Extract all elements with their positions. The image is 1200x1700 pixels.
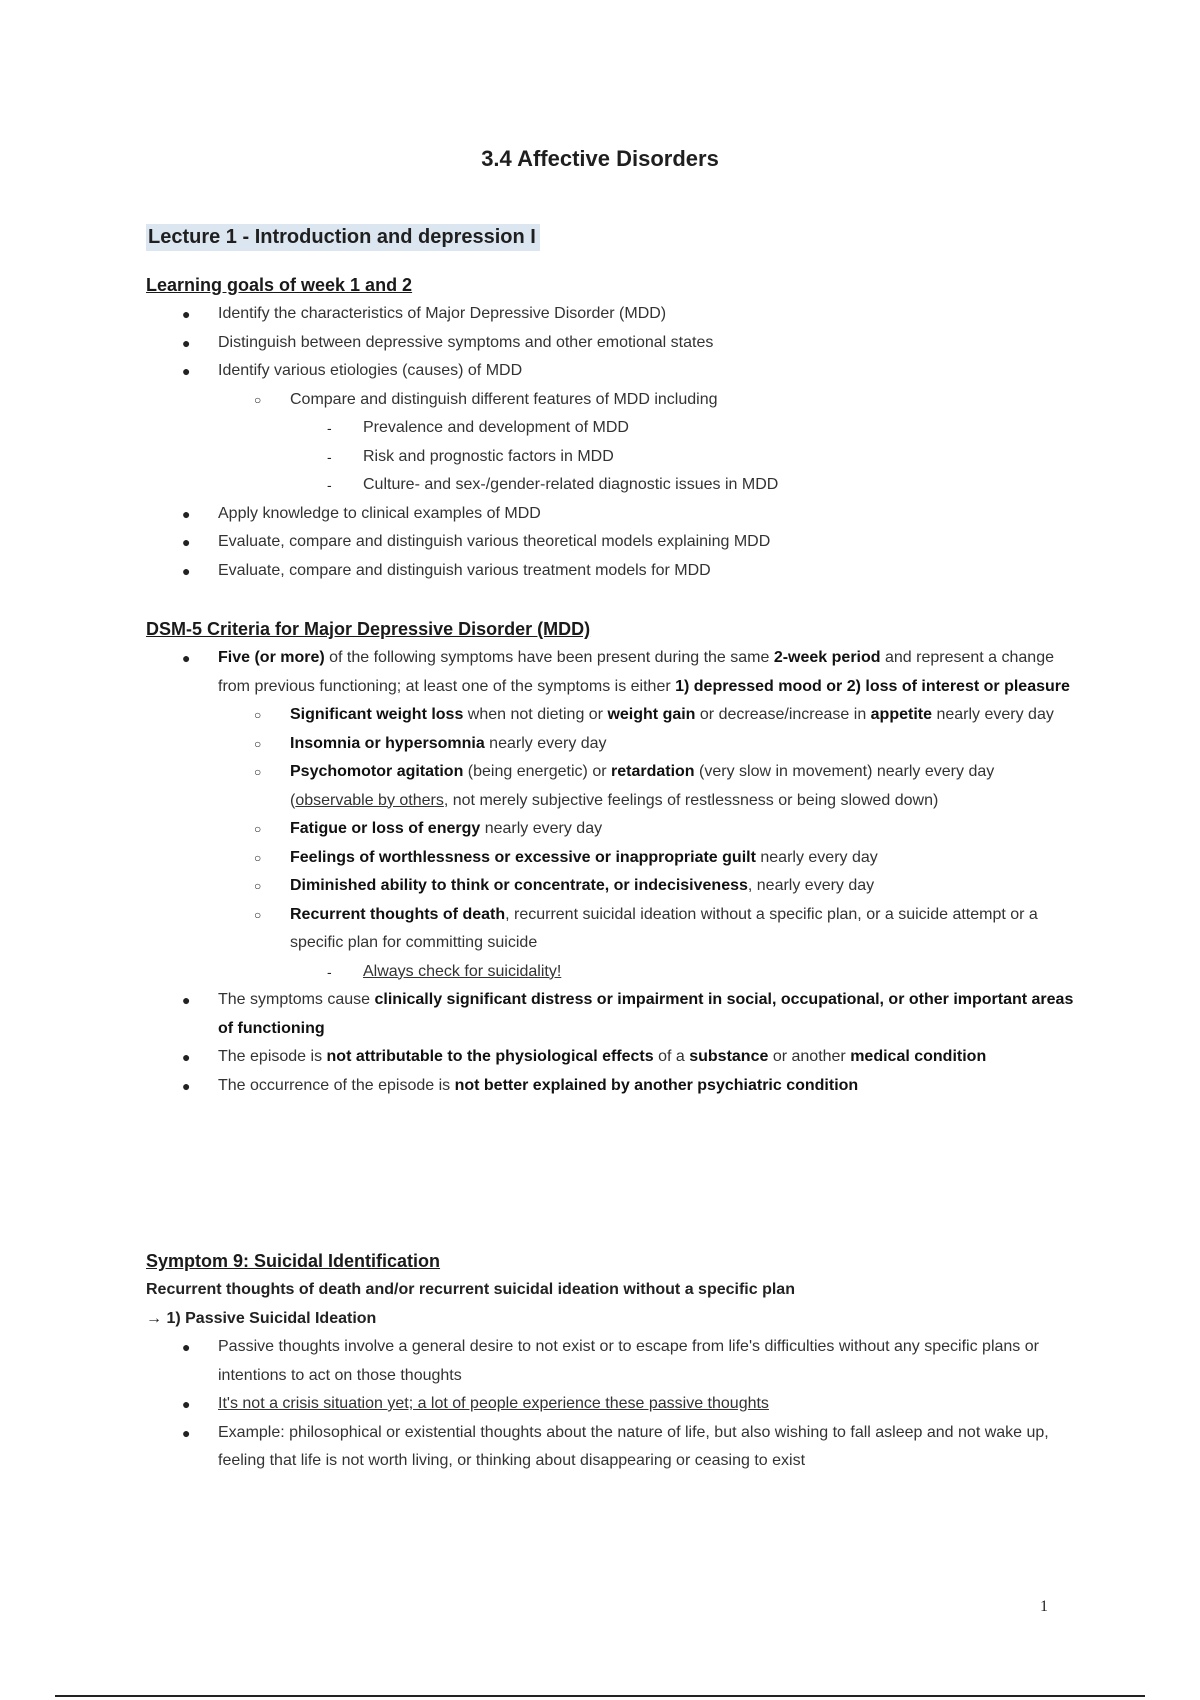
page-bottom-divider bbox=[55, 1695, 1145, 1697]
circle-bullet-icon: ○ bbox=[254, 765, 262, 779]
list-item: ● It's not a crisis situation yet; a lot of people experience these passive thoughts bbox=[146, 1390, 1076, 1419]
dash-bullet-icon: - bbox=[327, 963, 332, 980]
list-item: ○ Significant weight loss when not dieting or weight gain or decrease/increase in appetite nearly every day bbox=[146, 701, 1076, 730]
dash-bullet-icon: - bbox=[327, 477, 332, 493]
circle-bullet-icon: ○ bbox=[254, 879, 262, 893]
bullet-icon: ● bbox=[182, 1049, 191, 1065]
circle-bullet-icon: ○ bbox=[254, 708, 262, 722]
list-item: ○ Insomnia or hypersomnia nearly every day bbox=[146, 730, 1076, 759]
list-item: ● The episode is not attributable to the physiological effects of a substance or another medical condition bbox=[146, 1043, 1076, 1072]
learning-goals-section bbox=[146, 270, 1076, 585]
bullet-icon: ● bbox=[182, 1396, 191, 1412]
list-item: ● Distinguish between depressive symptoms and other emotional states bbox=[146, 329, 1076, 358]
list-item: ● Evaluate, compare and distinguish various theoretical models explaining MDD bbox=[146, 528, 1076, 557]
passive-ideation-list bbox=[146, 1333, 1076, 1476]
dsm5-heading: DSM-5 Criteria for Major Depressive Disorder (MDD) bbox=[146, 619, 591, 639]
bullet-icon: ● bbox=[182, 1339, 191, 1355]
list-item: ● Example: philosophical or existential thoughts about the nature of life, but also wishing to fall asleep and not wake up, feeling that life is not worth living, or thinking about disappearing or ceasing to exist bbox=[146, 1419, 1076, 1476]
bullet-icon: ● bbox=[182, 334, 191, 351]
bullet-icon: ● bbox=[182, 650, 191, 666]
symptom9-subheading: Recurrent thoughts of death and/or recurrent suicidal ideation without a specific plan bbox=[146, 1281, 795, 1298]
bullet-icon: ● bbox=[182, 534, 191, 550]
dash-bullet-icon: - bbox=[327, 448, 332, 465]
list-item: ● The symptoms cause clinically significant distress or impairment in social, occupational, or other important areas of functioning bbox=[146, 986, 1076, 1043]
bullet-icon: ● bbox=[182, 1077, 191, 1094]
list-item: - Risk and prognostic factors in MDD bbox=[146, 443, 1076, 472]
lecture-heading: Lecture 1 - Introduction and depression I bbox=[146, 224, 540, 251]
symptom9-section bbox=[146, 1246, 1076, 1476]
list-item: ● Apply knowledge to clinical examples of MDD bbox=[146, 500, 1076, 529]
bullet-icon: ● bbox=[182, 363, 191, 379]
dsm5-section bbox=[146, 614, 1076, 1100]
circle-bullet-icon: ○ bbox=[254, 736, 262, 751]
circle-bullet-icon: ○ bbox=[254, 850, 262, 865]
list-item: ○ Feelings of worthlessness or excessive or inappropriate guilt nearly every day bbox=[146, 844, 1076, 873]
symptom9-heading: Symptom 9: Suicidal Identification bbox=[146, 1251, 441, 1271]
bullet-icon: ● bbox=[182, 562, 191, 579]
list-item: ● Five (or more) of the following symptoms have been present during the same 2-week period and represent a change from previous functioning; at least one of the symptoms is either 1) depressed mood or 2) loss of interest or pleasure bbox=[146, 644, 1076, 701]
bullet-icon: ● bbox=[182, 992, 191, 1008]
learning-goals-list bbox=[146, 300, 1076, 585]
page-number: 1 bbox=[1040, 1598, 1048, 1615]
bullet-icon: ● bbox=[182, 1424, 191, 1441]
list-item: ● Evaluate, compare and distinguish various treatment models for MDD bbox=[146, 557, 1076, 586]
list-item: ○ Fatigue or loss of energy nearly every day bbox=[146, 815, 1076, 844]
dash-bullet-icon: - bbox=[327, 420, 332, 436]
learning-goals-heading: Learning goals of week 1 and 2 bbox=[146, 275, 413, 295]
list-item: ● Passive thoughts involve a general desire to not exist or to escape from life's difficulties without any specific plans or intentions to act on those thoughts bbox=[146, 1333, 1076, 1390]
list-item: ○ Diminished ability to think or concentrate, or indecisiveness, nearly every day bbox=[146, 872, 1076, 901]
passive-ideation-heading: → 1) Passive Suicidal Ideation bbox=[146, 1309, 377, 1327]
list-item: ● Identify the characteristics of Major Depressive Disorder (MDD) bbox=[146, 300, 1076, 329]
circle-bullet-icon: ○ bbox=[254, 392, 262, 407]
list-item: ● The occurrence of the episode is not better explained by another psychiatric condition bbox=[146, 1072, 1076, 1101]
document-title: 3.4 Affective Disorders bbox=[481, 146, 719, 171]
list-item: ○ Psychomotor agitation (being energetic) or retardation (very slow in movement) nearly every day (observable by others, not merely subjective feelings of restlessness or being slowed down) bbox=[146, 758, 1076, 815]
bullet-icon: ● bbox=[182, 306, 191, 322]
bullet-icon: ● bbox=[182, 505, 191, 522]
list-item: ○ Compare and distinguish different features of MDD including bbox=[146, 386, 1076, 415]
list-item: - Prevalence and development of MDD bbox=[146, 414, 1076, 443]
circle-bullet-icon: ○ bbox=[254, 907, 262, 922]
dsm5-criteria-list bbox=[146, 644, 1076, 1100]
list-item: ● Identify various etiologies (causes) of MDD bbox=[146, 357, 1076, 386]
list-item: ○ Recurrent thoughts of death, recurrent suicidal ideation without a specific plan, or a suicide attempt or a specific plan for committing suicide bbox=[146, 901, 1076, 958]
list-item: - Always check for suicidality! bbox=[146, 958, 1076, 987]
circle-bullet-icon: ○ bbox=[254, 822, 262, 836]
list-item: - Culture- and sex-/gender-related diagnostic issues in MDD bbox=[146, 471, 1076, 500]
